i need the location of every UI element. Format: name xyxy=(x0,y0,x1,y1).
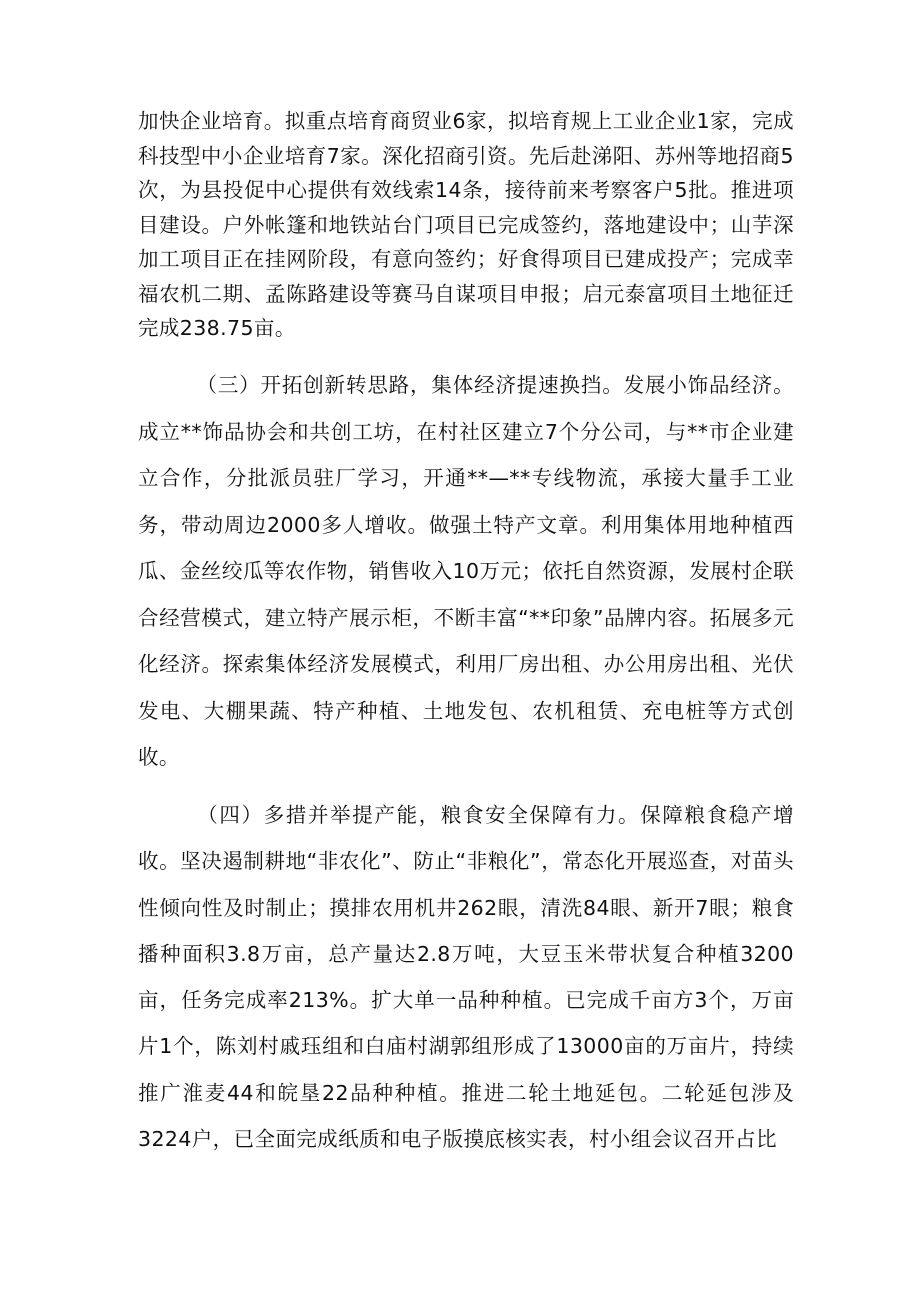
section-heading-three: （三）开拓创新转思路，集体经济提速换挡。 xyxy=(196,373,624,397)
paragraph-enterprise-projects xyxy=(138,104,794,346)
paragraph-text: 发展小饰品经济。成立**饰品协会和共创工坊，在村社区建立7个分公司，与**市企业建立合作，分批派员驻厂学习，开通**—**专线物流，承接大量手工业务，带动周边2000多人增收。做强土特产文章。利用集体用地种植西瓜、金丝绞瓜等农作物，销售收入10万元；依托自然资源，发展村企联合经营模式，建立特产展示柜，不断丰富“**印象”品牌内容。拓展多元化经济。探索集体经济发展模式，利用厂房出租、办公用房出租、光伏发电、大棚果蔬、特产种植、土地发包、农机租赁、充电桩等方式创收。 xyxy=(138,373,795,769)
paragraph-text: 保障粮食稳产增收。坚决遏制耕地“非农化”、防止“非粮化”，常态化开展巡查，对苗头性倾向性及时制止；摸排农用机井262眼，清洗84眼、新开7眼；粮食播种面积3.8万亩，总产量达2.8万吨，大豆玉米带状复合种植3200亩，任务完成率213%。扩大单一品种种植。已完成千亩方3个，万亩片1个，陈刘村戚珏组和白庙村湖郭组形成了13000亩的万亩片，持续推广淮麦44和皖垦22品种种植。推进二轮土地延包。二轮延包涉及3224户，已全面完成纸质和电子版摸底核实表，村小组会议召开占比 xyxy=(138,803,794,1152)
section-heading-four: （四）多措并举提产能，粮食安全保障有力。 xyxy=(196,803,641,827)
paragraph-grain-security xyxy=(138,792,794,1162)
paragraph-text: 加快企业培育。拟重点培育商贸业6家，拟培育规上工业企业1家，完成科技型中小企业培育7家。深化招商引资。先后赴涕阳、苏州等地招商5次，为县投促中心提供有效线索14条，接待前来考察客户5批。推进项目建设。户外帐篷和地铁站台门项目已完成签约，落地建设中；山芋深加工项目正在挂网阶段，有意向签约；好食得项目已建成投产；完成幸福农机二期、孟陈路建设等赛马自谋项目申报；启元泰富项目土地征迁完成238.75亩。 xyxy=(138,109,794,340)
paragraph-collective-economy xyxy=(138,362,794,781)
